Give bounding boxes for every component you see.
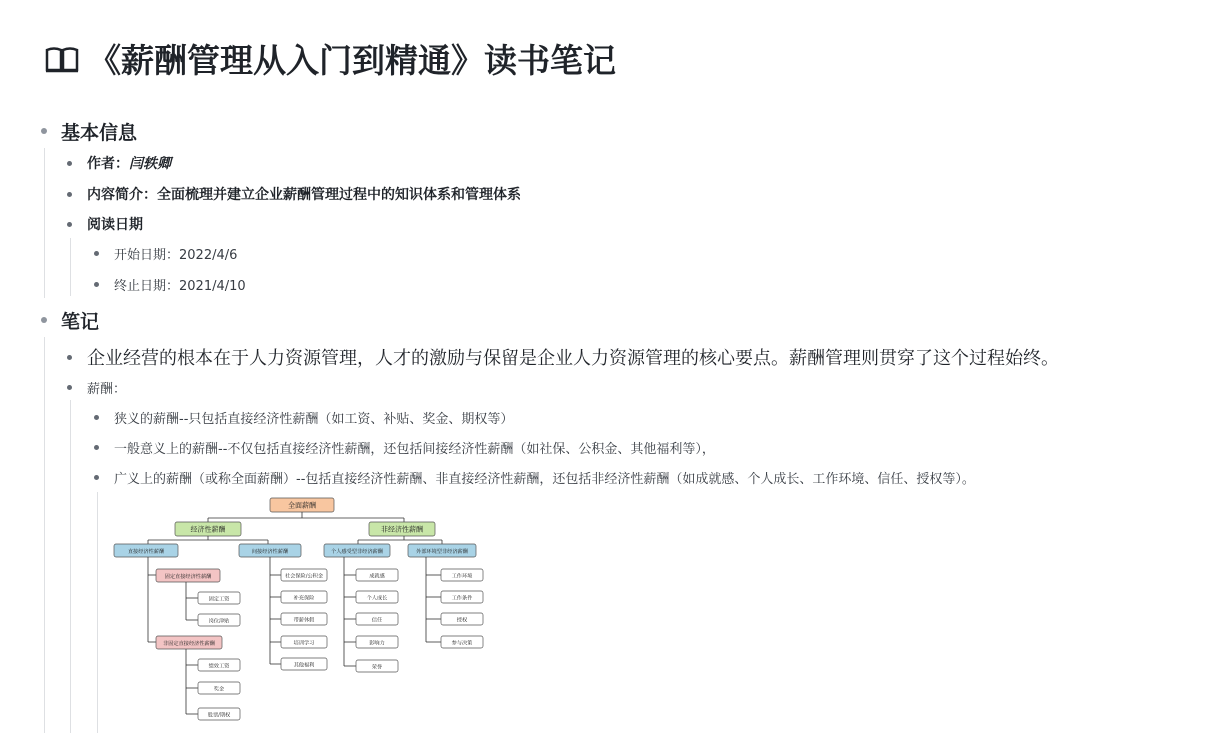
node-personal-label: 个人感受型非经济薪酬 (331, 549, 383, 555)
indent-guide (70, 238, 71, 296)
page-title (44, 34, 616, 82)
leaf-indirect-0 (281, 569, 327, 581)
node-root-label: 全面薪酬 (288, 501, 316, 510)
leaf-indirect-1-label: 补充保险 (293, 595, 315, 602)
bullet-icon (94, 282, 99, 287)
leaf-environment-0 (441, 569, 483, 581)
node-fixed-label: 固定直接经济性薪酬 (164, 574, 212, 580)
node-economic-label: 经济性薪酬 (190, 525, 226, 534)
node-non-economic (369, 522, 435, 536)
bullet-icon (41, 317, 47, 323)
node-economic (175, 522, 241, 536)
leaf-personal-1-label: 个人成长 (366, 595, 388, 602)
leaf-personal-4 (356, 660, 398, 672)
leaf-fixed-1-label: 岗位津贴 (208, 618, 230, 625)
bullet-icon (94, 445, 99, 450)
bullet-icon (94, 475, 99, 480)
leaf-nonfixed-0-label: 绩效工资 (208, 663, 230, 670)
leaf-environment-0-label: 工作环境 (451, 573, 473, 580)
author-name: 闫轶卿 (129, 156, 171, 172)
indent-guide (97, 492, 98, 733)
compensation-diagram (108, 492, 528, 728)
note-text: 企业经营的根本在于人力资源管理，人才的激励与保留是企业人力资源管理的核心要点。薪酬管理则贯穿了这个过程始终。 (87, 348, 1059, 369)
node-indirect-label: 间接经济性薪酬 (251, 549, 289, 555)
leaf-indirect-2-label: 带薪休假 (293, 617, 315, 624)
list-item-note-2 (67, 378, 126, 396)
leaf-environment-2 (441, 613, 483, 625)
section-title: 基本信息 (61, 121, 138, 144)
leaf-fixed-0 (198, 592, 240, 604)
leaf-personal-2-label: 信任 (371, 617, 383, 624)
leaf-environment-2-label: 授权 (456, 617, 468, 624)
end-date: 终止日期：2021/4/10 (114, 278, 246, 294)
leaf-indirect-3-label: 培训学习 (293, 640, 315, 647)
page-title-text: 《薪酬管理从入门到精通》读书笔记 (88, 40, 616, 80)
leaf-nonfixed-0 (198, 659, 240, 671)
leaf-personal-1 (356, 591, 398, 603)
leaf-nonfixed-2 (198, 708, 240, 720)
leaf-nonfixed-1 (198, 682, 240, 694)
node-indirect (239, 544, 301, 557)
node-direct (114, 544, 178, 557)
leaf-personal-0-label: 成就感 (369, 573, 385, 580)
node-direct-label: 直接经济性薪酬 (127, 549, 165, 555)
node-non-economic-label: 非经济性薪酬 (381, 525, 423, 534)
bullet-icon (94, 251, 99, 256)
note-text: 广义上的薪酬（或称全面薪酬）--包括直接经济性薪酬、非直接经济性薪酬，还包括非经济性薪酬（如成就感、个人成长、工作环境、信任、授权等）。 (114, 471, 975, 487)
list-item-start-date (94, 244, 237, 262)
node-nonfixed (156, 636, 222, 649)
indent-guide (44, 148, 45, 298)
list-item-intro (67, 184, 521, 204)
bullet-icon (67, 161, 72, 166)
leaf-fixed-1 (198, 614, 240, 626)
leaf-environment-1 (441, 591, 483, 603)
bullet-icon (67, 192, 72, 197)
leaf-environment-3-label: 参与决策 (451, 640, 473, 647)
bullet-icon (67, 355, 72, 360)
node-personal (324, 544, 390, 557)
bullet-icon (67, 385, 72, 390)
compensation-diagram-svg (108, 492, 528, 728)
node-nonfixed-label: 非固定直接经济性薪酬 (163, 641, 215, 647)
leaf-nonfixed-2-label: 股票/期权 (207, 712, 231, 719)
node-fixed (156, 569, 220, 582)
note-text: 狭义的薪酬--只包括直接经济性薪酬（如工资、补贴、奖金、期权等） (114, 411, 514, 427)
book-icon (44, 43, 80, 73)
leaf-indirect-1 (281, 591, 327, 603)
reading-date-label: 阅读日期 (87, 217, 143, 233)
leaf-personal-4-label: 荣誉 (371, 664, 383, 671)
leaf-indirect-4-label: 其他福利 (293, 662, 315, 669)
leaf-nonfixed-1-label: 奖金 (213, 686, 225, 693)
leaf-indirect-3 (281, 636, 327, 648)
node-environment (408, 544, 476, 557)
list-item-reading-date (67, 214, 143, 234)
section-basic-info (41, 120, 137, 142)
start-date: 开始日期：2022/4/6 (114, 247, 238, 263)
list-item-note-1 (67, 345, 1059, 369)
leaf-personal-3 (356, 636, 398, 648)
section-title: 笔记 (61, 310, 100, 333)
note-text: 一般意义上的薪酬--不仅包括直接经济性薪酬，还包括间接经济性薪酬（如社保、公积金、其他福利等）， (114, 441, 715, 457)
list-item-author (67, 153, 171, 173)
list-item-sub-2 (94, 438, 715, 456)
bullet-icon (67, 222, 72, 227)
leaf-indirect-2 (281, 613, 327, 625)
leaf-environment-3 (441, 636, 483, 648)
intro-text: 全面梳理并建立企业薪酬管理过程中的知识体系和管理体系 (157, 187, 521, 203)
leaf-personal-0 (356, 569, 398, 581)
intro-label: 内容简介： (87, 187, 157, 203)
bullet-icon (41, 128, 47, 134)
node-root (270, 498, 334, 512)
leaf-environment-1-label: 工作条件 (451, 595, 473, 602)
list-item-sub-3 (94, 468, 975, 486)
bullet-icon (94, 415, 99, 420)
leaf-personal-3-label: 影响力 (369, 640, 385, 647)
list-item-end-date (94, 275, 246, 293)
indent-guide (44, 337, 45, 733)
leaf-indirect-4 (281, 658, 327, 670)
note-text: 薪酬： (87, 381, 127, 397)
list-item-sub-1 (94, 408, 513, 426)
author-label: 作者： (87, 156, 129, 172)
indent-guide (70, 400, 71, 733)
section-notes (41, 309, 99, 331)
leaf-personal-2 (356, 613, 398, 625)
leaf-fixed-0-label: 固定工资 (208, 596, 230, 603)
node-environment-label: 外部环境型非经济薪酬 (416, 549, 468, 555)
leaf-indirect-0-label: 社会保险/公积金 (284, 573, 324, 580)
